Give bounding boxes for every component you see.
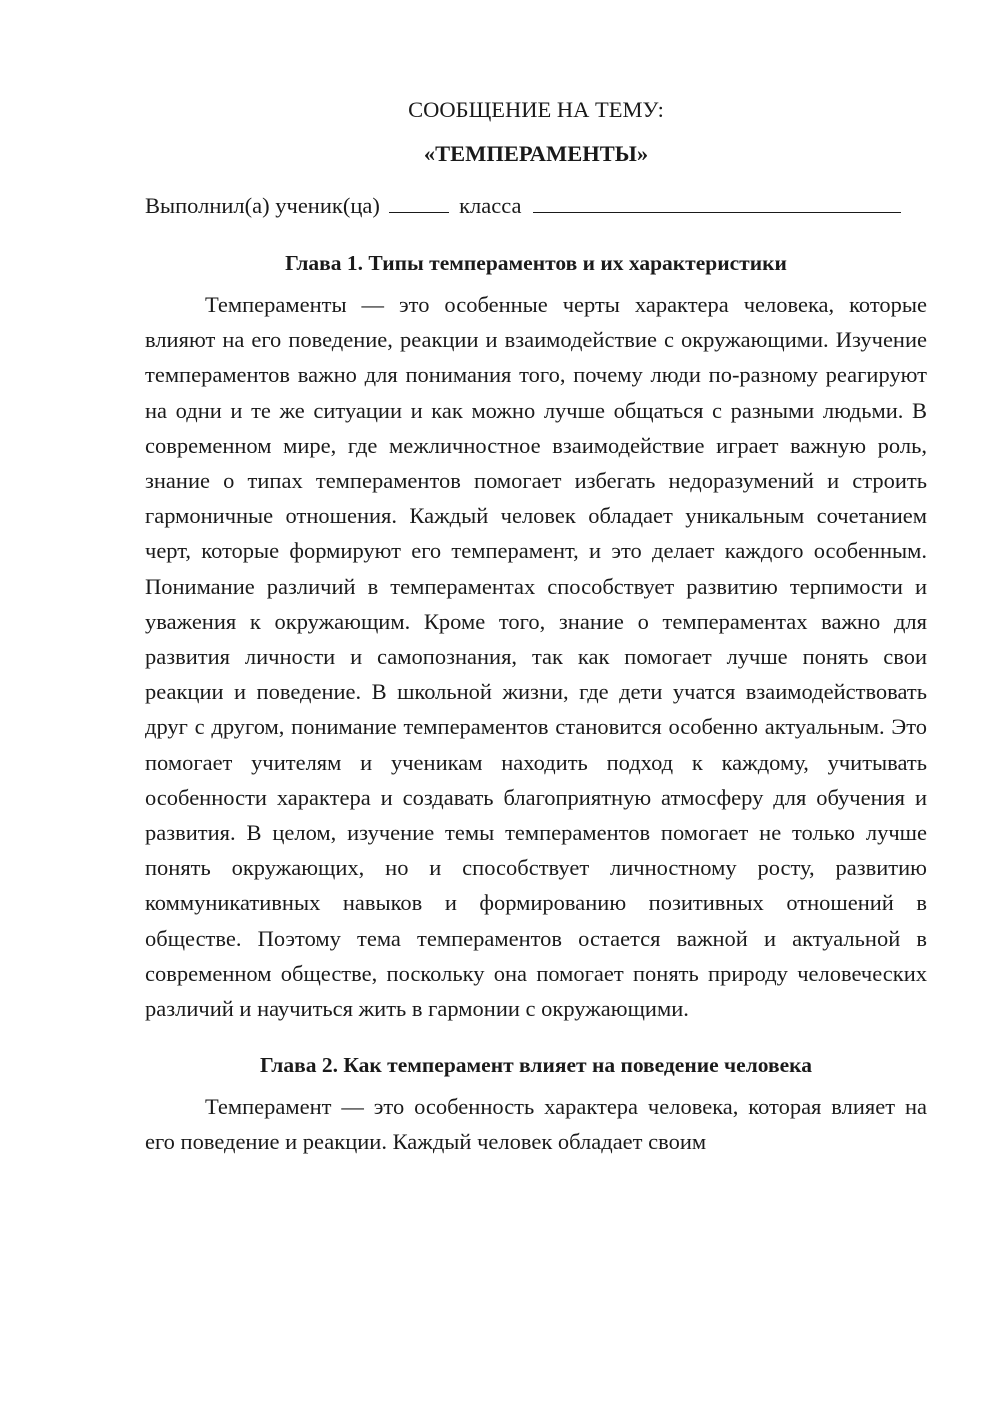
class-label: класса bbox=[459, 193, 522, 218]
document-subtitle: «ТЕМПЕРАМЕНТЫ» bbox=[423, 141, 649, 166]
chapter-2-paragraph: Темперамент — это особенность характера человека, которая влияет на его поведение и реакции. Каждый человек обладает своим bbox=[145, 1094, 927, 1155]
author-line bbox=[145, 184, 927, 228]
student-name-blank bbox=[533, 194, 901, 213]
class-number-blank bbox=[389, 194, 449, 213]
author-prefix: Выполнил(а) ученик(ца) bbox=[145, 193, 380, 218]
chapter-1-paragraph: Темпераменты — это особенные черты характера человека, которые влияют на его поведение, реакции и взаимодействие с окружающими. Изучение темпераментов важно для понимания того, почему люди по-разному реагируют на одни и те же ситуации и как можно лучше общаться с разными людьми. В современном мире, где межличностное взаимодействие играет важную роль, знание о типах темпераментов помогает избегать недоразумений и строить гармоничные отношения. Каждый человек обладает уникальным сочетанием черт, которые формируют его темперамент, и это делает каждого особенным. Понимание различий в темпераментах способствует развитию терпимости и уважения к окружающим. Кроме того, знание о темпераментах важно для развития личности и самопознания, так как помогает лучше понять свои реакции и поведение. В школьной жизни, где дети учатся взаимодействовать друг с другом, понимание темпераментов становится особенно актуальным. Это помогает учителям и ученикам находить подход к каждому, учитывать особенности характера и создавать благоприятную атмосферу для обучения и развития. В целом, изучение темы темпераментов помогает не только лучше понять окружающих, но и способствует личностному росту, развитию коммуникативных навыков и формированию позитивных отношений в обществе. Поэтому тема темпераментов остается важной и актуальной в современном обществе, поскольку она помогает понять природу человеческих различий и научиться жить в гармонии с окружающими. bbox=[145, 292, 927, 1022]
document-page bbox=[145, 88, 927, 1160]
chapter-2-heading: Глава 2. Как темперамент влияет на поведение человека bbox=[260, 1053, 812, 1078]
document-title: СООБЩЕНИЕ НА ТЕМУ: bbox=[408, 97, 664, 122]
chapter-1-heading: Глава 1. Типы темпераментов и их характеристики bbox=[285, 251, 787, 275]
